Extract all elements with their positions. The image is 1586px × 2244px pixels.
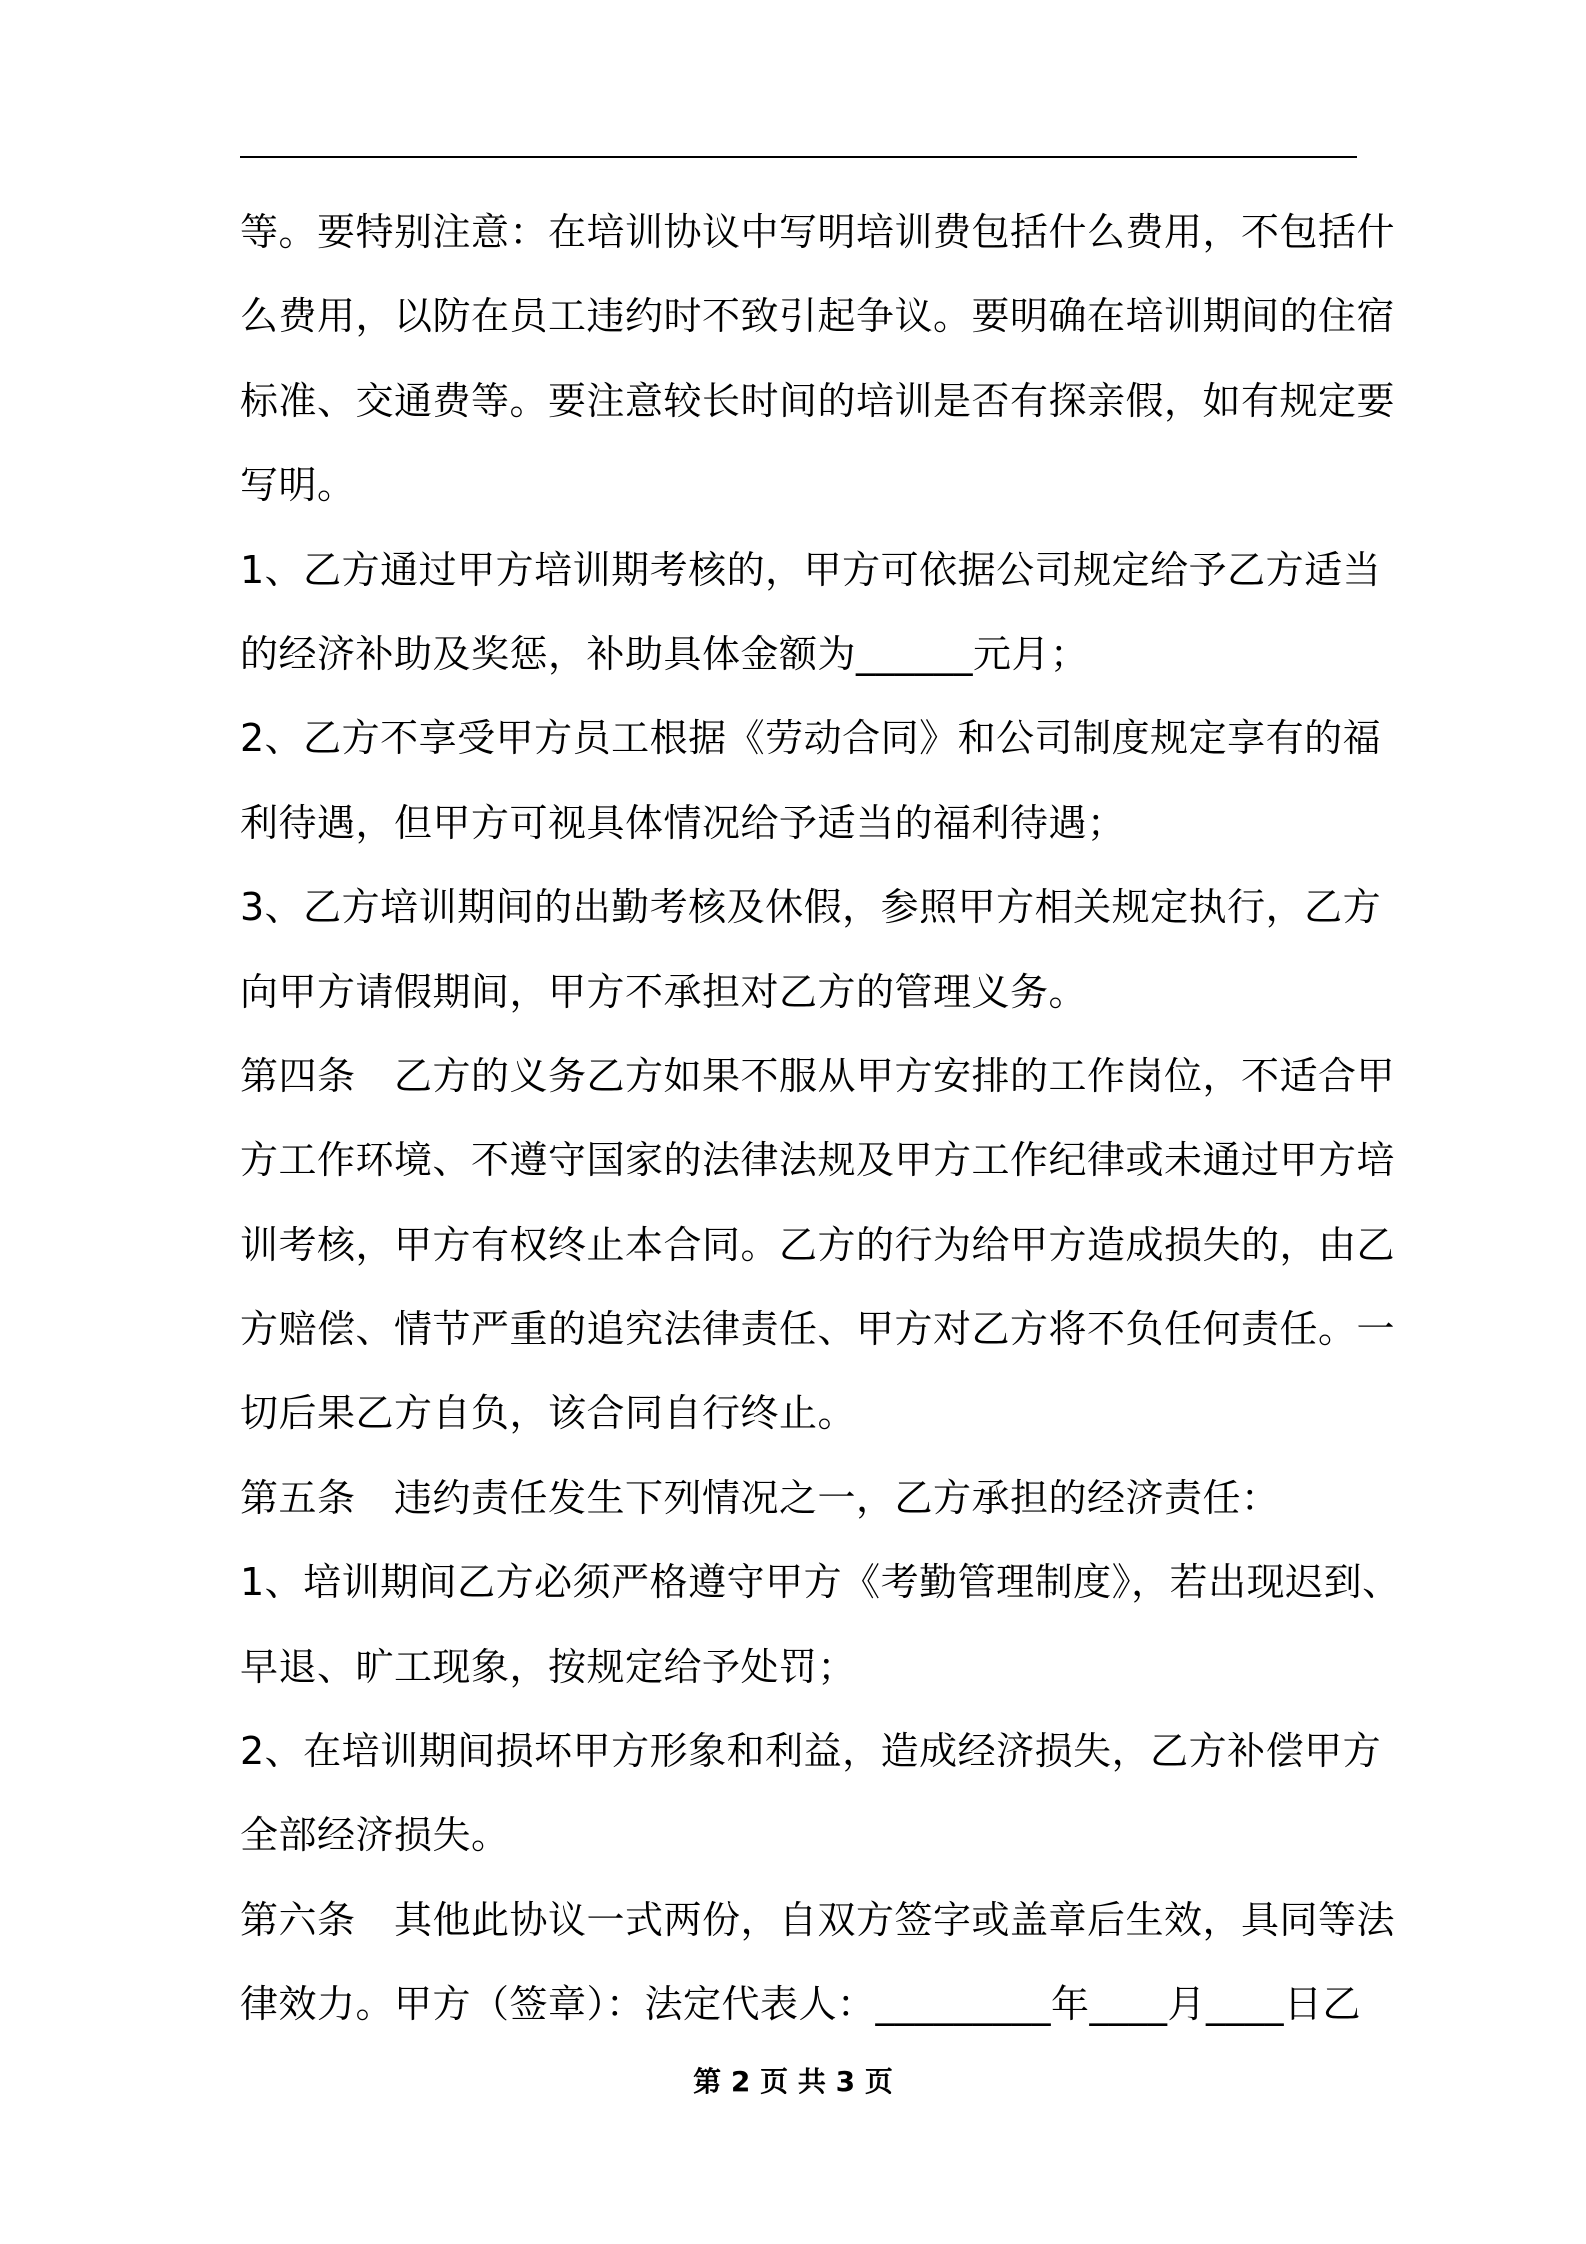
text-line: 第六条 其他此协议一式两份，自双方签字或盖章后生效，具同等法 [240, 1897, 1396, 1942]
header-rule [240, 156, 1357, 158]
text-line: 全部经济损失。 [240, 1813, 510, 1858]
text-line: 第五条 违约责任发生下列情况之一，乙方承担的经济责任： [240, 1475, 1280, 1520]
text-line: 1、乙方通过甲方培训期考核的，甲方可依据公司规定给予乙方适当 [240, 547, 1382, 592]
text-line: 切后果乙方自负，该合同自行终止。 [240, 1391, 857, 1436]
document-body [240, 190, 1401, 2047]
text-line: 标准、交通费等。要注意较长时间的培训是否有探亲假，如有规定要 [240, 378, 1396, 423]
text-line: 方赔偿、情节严重的追究法律责任、甲方对乙方将不负任何责任。一 [240, 1307, 1396, 1352]
text-line: 等。要特别注意：在培训协议中写明培训费包括什么费用，不包括什 [240, 210, 1396, 254]
text-line: 方工作环境、不遵守国家的法律法规及甲方工作纪律或未通过甲方培 [240, 1138, 1396, 1183]
page-number-footer: 第 2 页 共 3 页 [693, 2065, 893, 2098]
text-line: 向甲方请假期间，甲方不承担对乙方的管理义务。 [240, 969, 1088, 1014]
text-line: 2、在培训期间损坏甲方形象和利益，造成经济损失，乙方补偿甲方 [240, 1729, 1382, 1774]
text-line: 2、乙方不享受甲方员工根据《劳动合同》和公司制度规定享有的福 [240, 716, 1382, 761]
text-line: 3、乙方培训期间的出勤考核及休假，参照甲方相关规定执行，乙方 [240, 885, 1382, 930]
text-line: 训考核，甲方有权终止本合同。乙方的行为给甲方造成损失的，由乙 [240, 1222, 1396, 1267]
text-line: 利待遇，但甲方可视具体情况给予适当的福利待遇； [240, 800, 1126, 845]
text-line: 么费用，以防在员工违约时不致引起争议。要明确在培训期间的住宿 [240, 294, 1396, 339]
text-line: 1、培训期间乙方必须严格遵守甲方《考勤管理制度》，若出现迟到、 [240, 1560, 1401, 1605]
text-line: 第四条 乙方的义务乙方如果不服从甲方安排的工作岗位，不适合甲 [240, 1053, 1396, 1098]
text-line: 写明。 [240, 463, 356, 508]
text-line: 律效力。甲方（签章）：法定代表人：_________年____月____日乙 [240, 1982, 1362, 2027]
text-line: 早退、旷工现象，按规定给予处罚； [240, 1644, 857, 1689]
text-line: 的经济补助及奖惩，补助具体金额为______元月； [240, 631, 1089, 676]
